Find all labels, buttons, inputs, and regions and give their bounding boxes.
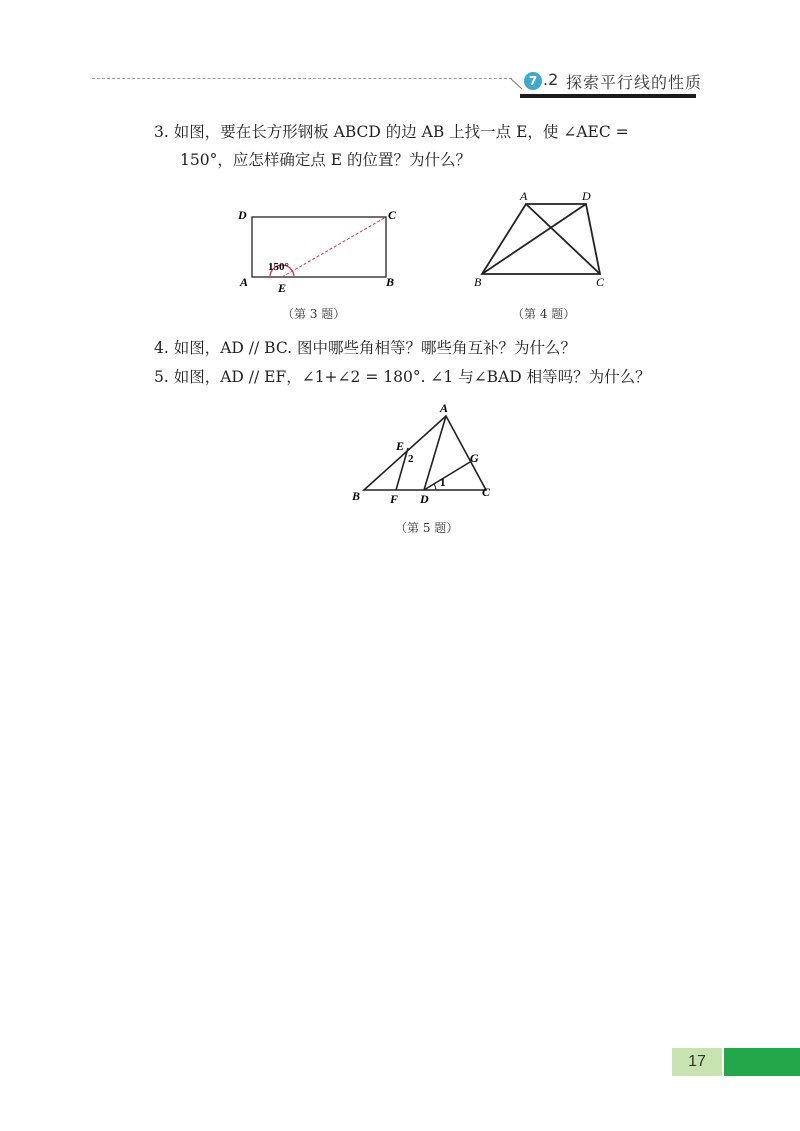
header-underline-bar xyxy=(520,94,696,98)
section-title: 探索平行线的性质 xyxy=(566,73,703,92)
figure-3-caption: （第 3 题） xyxy=(282,307,346,321)
label-b: B xyxy=(474,275,482,289)
figure-5-triangle xyxy=(350,402,510,512)
label-c: C xyxy=(596,275,605,289)
figure-4-trapezoid xyxy=(472,188,612,290)
angle-label-2: 2 xyxy=(408,453,414,465)
label-d: D xyxy=(582,189,591,203)
section-number: .2 xyxy=(543,70,559,89)
label-c: C xyxy=(482,485,491,499)
label-g: G xyxy=(470,451,479,465)
label-f: F xyxy=(390,492,399,506)
trapezoid-abcd xyxy=(482,204,600,274)
angle-1-arc xyxy=(434,484,436,490)
label-d: D xyxy=(420,492,429,506)
chapter-badge: 7 xyxy=(524,72,542,90)
label-b: B xyxy=(352,489,361,503)
diagonal-bd xyxy=(482,204,586,274)
label-e: E xyxy=(396,439,405,453)
angle-label-1: 1 xyxy=(440,477,446,489)
angle-label-150: 150° xyxy=(268,261,289,273)
page-number: 17 xyxy=(672,1048,722,1076)
label-b: B xyxy=(386,275,395,289)
label-a: A xyxy=(240,275,249,289)
triangle-abc xyxy=(364,416,486,490)
label-d: D xyxy=(238,208,247,222)
figure-5-caption: （第 5 题） xyxy=(395,521,459,535)
question-3-line-1: 3. 如图，要在长方形钢板 ABCD 的边 AB 上找一点 E，使 ∠AEC = xyxy=(154,123,629,141)
label-c: C xyxy=(388,208,397,222)
label-e: E xyxy=(278,281,287,295)
label-a: A xyxy=(520,189,528,203)
question-3-line-2: 150°，应怎样确定点 E 的位置？为什么？ xyxy=(180,151,472,169)
segment-ec xyxy=(282,217,386,277)
figure-3-rectangle xyxy=(236,205,416,297)
question-5: 5. 如图，AD // EF，∠1+∠2 = 180°. ∠1 与∠BAD 相等吗？为什么？ xyxy=(154,368,651,386)
footer-green-bar xyxy=(724,1048,800,1076)
header-dashed-rule xyxy=(92,78,512,79)
segment-ef xyxy=(396,448,408,490)
figure-4-caption: （第 4 题） xyxy=(512,307,576,321)
question-4: 4. 如图，AD // BC. 图中哪些角相等？哪些角互补？为什么？ xyxy=(154,339,576,357)
label-a: A xyxy=(440,402,449,415)
